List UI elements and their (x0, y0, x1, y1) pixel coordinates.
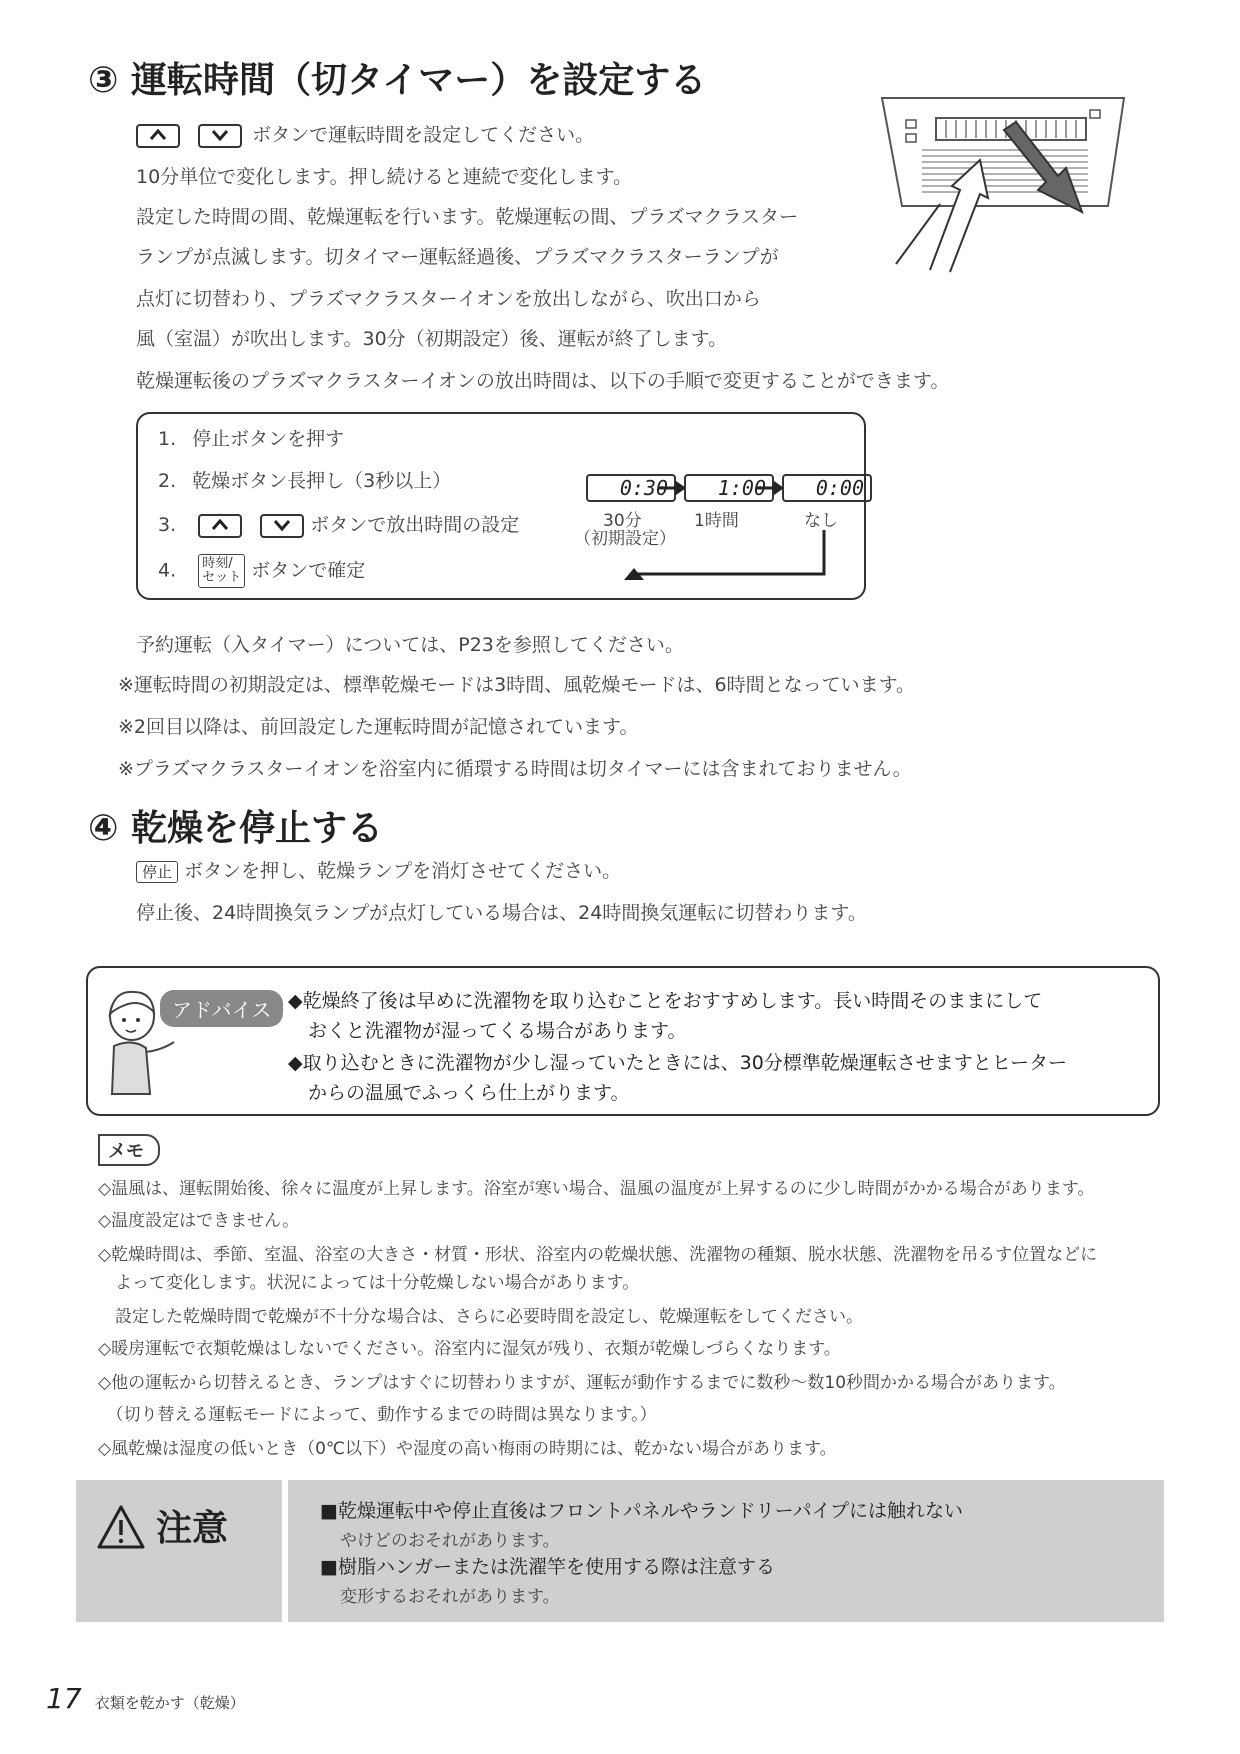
note-initial-setting: ※運転時間の初期設定は、標準乾燥モードは3時間、風乾燥モードは、6時間となっています。 (118, 674, 916, 696)
section-4-line-1: 停止 ボタンを押し、乾燥ランプを消灯させてください。 (136, 856, 621, 883)
procedure-box (136, 412, 866, 600)
caution-item-2: ■樹脂ハンガーまたは洗濯竿を使用する際は注意する (320, 1556, 775, 1578)
stop-button[interactable]: 停止 (136, 861, 178, 883)
step-4: 4. 時刻/ セット ボタンで確定 (158, 554, 365, 588)
advice-box (86, 966, 1160, 1116)
memo-line: ◇他の運転から切替えるとき、ランプはすぐに切替わりますが、運転が動作するまでに数秒～数10秒間かかる場合があります。 (98, 1373, 1066, 1393)
section-4-line-2: 停止後、24時間換気ランプが点灯している場合は、24時間換気運転に切替わります。 (136, 902, 867, 924)
memo-line: （切り替える運転モードによって、動作するまでの時間は異なります。） (98, 1405, 657, 1425)
caution-box (76, 1480, 1164, 1622)
section-3-line-2: 10分単位で変化します。押し続けると連続で変化します。 (136, 166, 633, 188)
step-1: 1. 停止ボタンを押す (158, 428, 345, 450)
note-memory: ※2回目以降は、前回設定した運転時間が記憶されています。 (118, 716, 639, 738)
display-0-00: 0:00 (782, 474, 872, 502)
memo-line: ◇風乾燥は湿度の低いとき（0℃以下）や湿度の高い梅雨の時期には、乾かない場合があります。 (98, 1439, 837, 1459)
section-3-line-6: 風（室温）が吹出します。30分（初期設定）後、運転が終了します。 (136, 328, 728, 350)
section-3-line-1 (136, 120, 594, 148)
caution-item-1: ■乾燥運転中や停止直後はフロントパネルやランドリーパイプには触れない (320, 1500, 964, 1522)
memo-line: ◇温度設定はできません。 (98, 1211, 300, 1231)
warning-triangle-icon (96, 1504, 146, 1550)
caution-item-2-sub: 変形するおそれがあります。 (340, 1587, 560, 1607)
advice-item-2-line-1: ◆取り込むときに洗濯物が少し湿っていたときには、30分標準乾燥運転させますとヒーター (288, 1052, 1068, 1074)
section-3-line-4: ランプが点滅します。切タイマー運転経過後、プラズマクラスターランプが (136, 246, 779, 268)
note-ion-time: ※プラズマクラスターイオンを浴室内に循環する時間は切タイマーには含まれておりません。 (118, 758, 912, 780)
display-label-1hour: 1時間 (694, 511, 739, 531)
caution-divider (282, 1480, 288, 1622)
section-3-title: ③ 運転時間（切タイマー）を設定する (88, 60, 707, 101)
step-3-down-button[interactable] (260, 514, 304, 538)
display-1-00: 1:00 (684, 474, 774, 502)
footer (46, 1682, 245, 1715)
memo-label: メモ (98, 1134, 160, 1166)
display-0-30: 0:30 (586, 474, 676, 502)
advice-item-1-line-1: ◆乾燥終了後は早めに洗濯物を取り込むことをおすすめします。長い時間そのままにして (288, 990, 1043, 1012)
caution-item-1-sub: やけどのおそれがあります。 (340, 1531, 560, 1551)
section-3-line-7: 乾燥運転後のプラズマクラスターイオンの放出時間は、以下の手順で変更することができます。 (136, 370, 950, 392)
advice-item-2-line-2: からの温風でふっくら仕上がります。 (308, 1082, 630, 1104)
ventilator-illustration (876, 94, 1130, 274)
memo-line: 設定した乾燥時間で乾燥が不十分な場合は、さらに必要時間を設定し、乾燥運転をしてください。 (98, 1307, 863, 1327)
display-sublabel-initial: （初期設定） (574, 529, 676, 549)
section-4-title: ④ 乾燥を停止する (88, 808, 384, 849)
section-3-line-1-text: ボタンで運転時間を設定してください。 (252, 124, 595, 146)
advice-label: アドバイス (160, 990, 283, 1027)
footer-section-title: 衣類を乾かす（乾燥） (94, 1694, 245, 1712)
memo-line: ◇温風は、運転開始後、徐々に温度が上昇します。浴室が寒い場合、温風の温度が上昇するのに少し時間がかかる場合があります。 (98, 1179, 1095, 1199)
return-arrow-icon (608, 530, 838, 590)
clock-set-button[interactable]: 時刻/ セット (198, 554, 245, 588)
display-label-30min: 30分 (603, 511, 642, 531)
step-2: 2. 乾燥ボタン長押し（3秒以上） (158, 470, 452, 492)
up-button[interactable] (136, 124, 180, 148)
memo-line: よって変化します。状況によっては十分乾燥しない場合があります。 (98, 1273, 640, 1293)
down-button[interactable] (198, 124, 242, 148)
display-label-none: なし (804, 511, 838, 531)
memo-line: ◇乾燥時間は、季節、室温、浴室の大きさ・材質・形状、浴室内の乾燥状態、洗濯物の種類、脱水状態、洗濯物を吊るす位置などに (98, 1245, 1098, 1265)
section-3-line-3: 設定した時間の間、乾燥運転を行います。乾燥運転の間、プラズマクラスター (136, 206, 798, 228)
section-3-line-5: 点灯に切替わり、プラズマクラスターイオンを放出しながら、吹出口から (136, 288, 761, 310)
page-number: 17 (46, 1682, 82, 1715)
step-3: 3. ボタンで放出時間の設定 (158, 514, 520, 536)
advice-item-1-line-2: おくと洗濯物が湿ってくる場合があります。 (308, 1020, 687, 1042)
caution-label: 注意 (156, 1508, 229, 1549)
reservation-reference: 予約運転（入タイマー）については、P23を参照してください。 (136, 634, 684, 656)
memo-line: ◇暖房運転で衣類乾燥はしないでください。浴室内に湿気が残り、衣類が乾燥しづらくなります。 (98, 1339, 841, 1359)
step-3-up-button[interactable] (198, 514, 242, 538)
